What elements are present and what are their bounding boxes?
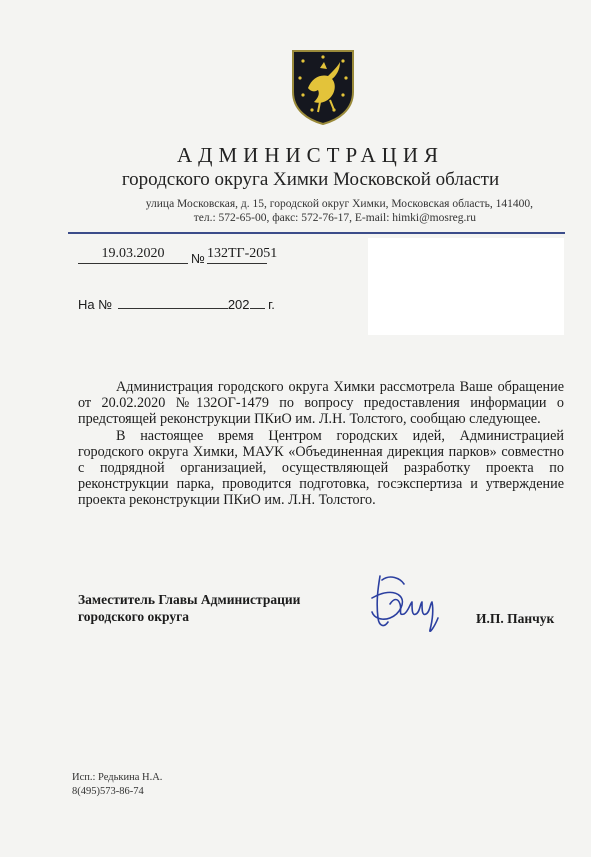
executor-info (72, 771, 162, 798)
registration-date: 19.03.2020 (78, 246, 188, 264)
reference-prefix: На № (78, 297, 113, 312)
organization-contacts: тел.: 572-65-00, факс: 572-76-17, E-mail: himki@mosreg.ru (193, 212, 476, 224)
signatory-position-line-1: Заместитель Главы Администрации (78, 592, 301, 607)
reference-suffix: г. (268, 297, 275, 312)
organization-subtitle: городского округа Химки Московской области (121, 169, 500, 190)
executor-phone: 8(495)573-86-74 (72, 785, 144, 797)
reference-year-blank (250, 297, 265, 309)
body-paragraph-2: В настоящее время Центром городских идей, Администрацией городского округа Химки, МАУК «Объединенная дирекция парков» совместно с подрядной организацией, осуществляющей разработку проекта по реконструкции парка, проводится подготовка, госэкспертиза и утверждение проекта реконструкции ПКиО им. Л.Н. Толстого. (78, 427, 564, 509)
letter-body (78, 379, 564, 509)
body-paragraph-1: Администрация городского округа Химки рассмотрела Ваше обращение от 20.02.2020 №132ОГ-1479 по вопросу предоставления информации о предстоящей реконструкции ПКиО им. Л.Н. Толстого, сообщаю следующее. (78, 379, 564, 428)
handwritten-signature (360, 568, 460, 638)
organization-title: АДМИНИСТРАЦИЯ (177, 143, 444, 167)
reference-year: 202 (227, 297, 250, 312)
signatory-name: И.П. Панчук (476, 611, 555, 626)
organization-address: улица Московская, д. 15, городской округ Химки, Московская область, 141400, (145, 198, 533, 210)
executor-name: Исп.: Редькина Н.А. (72, 772, 163, 783)
redacted-addressee-block (368, 238, 564, 335)
reference-number-blank (118, 297, 228, 309)
signatory-position (78, 591, 300, 625)
signatory-position-line-2: городского округа (78, 609, 189, 624)
reference-line (78, 297, 275, 312)
registration-number-label: № (191, 251, 205, 266)
registration-number: 132ТГ-2051 (207, 246, 267, 264)
khimki-coat-of-arms-icon (290, 48, 356, 126)
header-divider (68, 232, 565, 234)
